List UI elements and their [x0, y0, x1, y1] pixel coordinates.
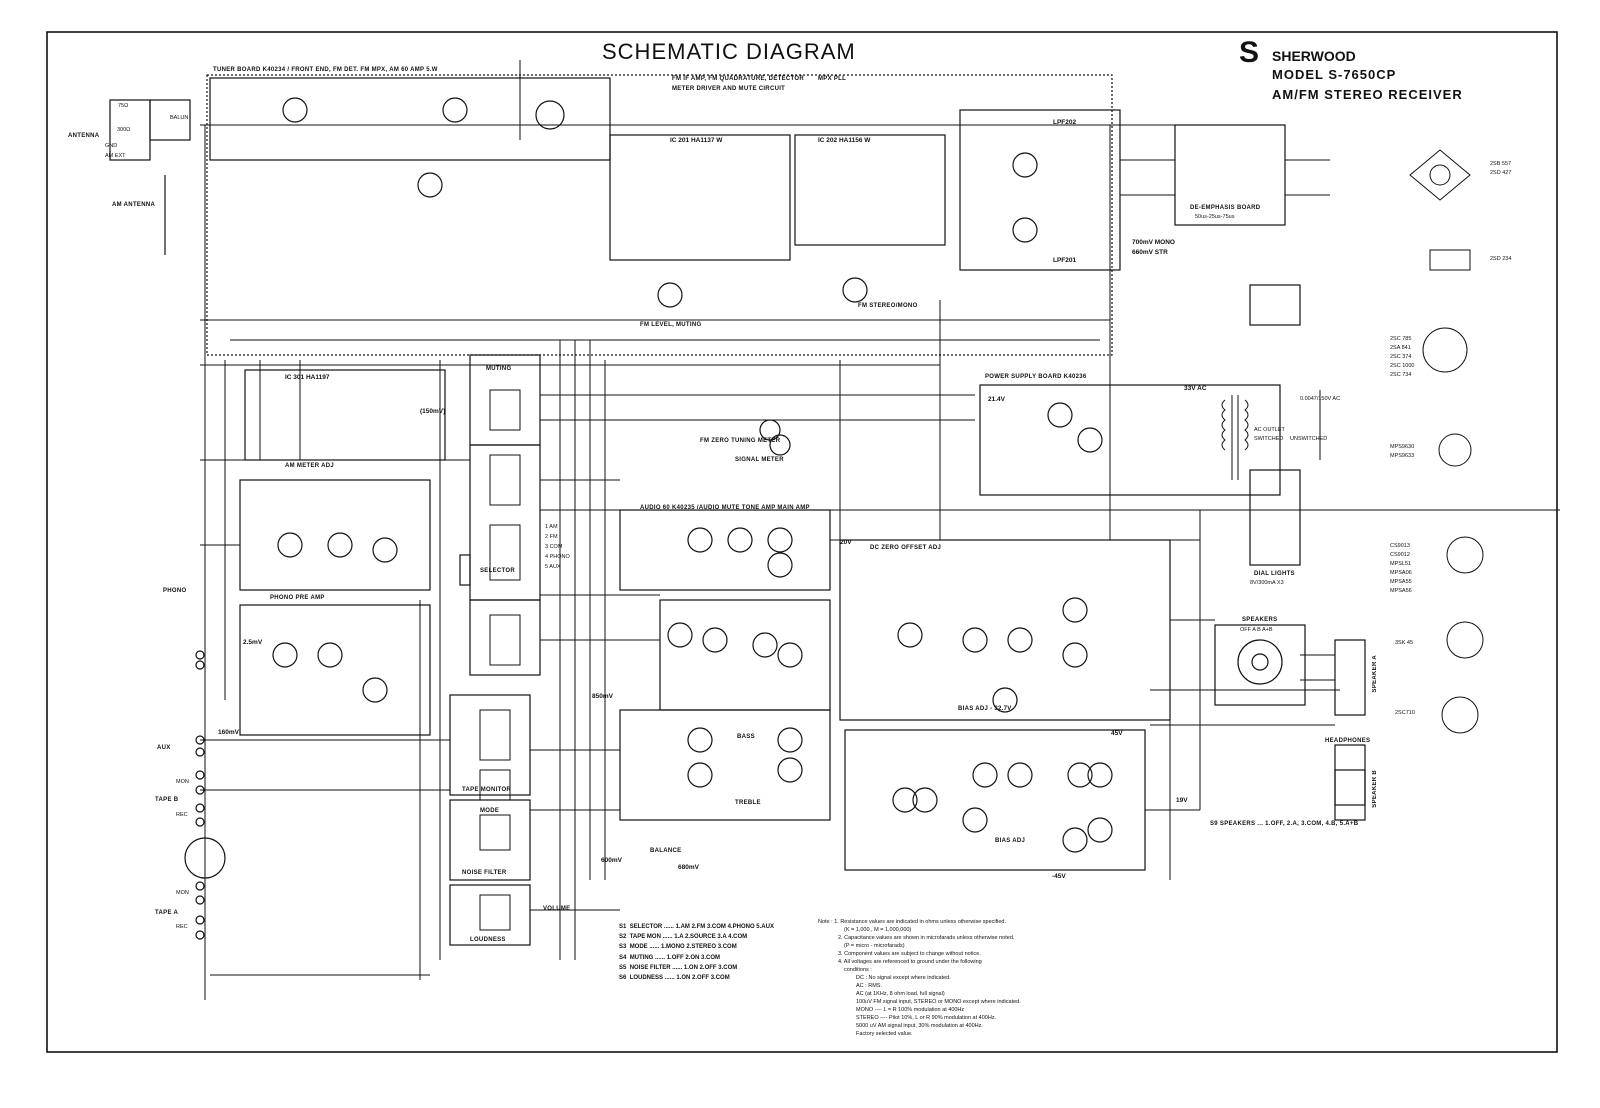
dial-lamp-label: 8V/300mA X3 — [1250, 580, 1284, 586]
tape-a-label: TAPE A — [155, 910, 179, 916]
vn45-label: -45V — [1052, 873, 1066, 880]
speaker-a-label: SPEAKER A — [1372, 655, 1378, 693]
fm-if-label-2: METER DRIVER AND MUTE CIRCUIT — [672, 86, 786, 92]
note-line: AC : RMS. — [856, 982, 882, 989]
selector-pos-2: 2 FM — [545, 534, 558, 540]
fm-zero-label: FM ZERO TUNING METER — [700, 438, 781, 444]
ic301-label: IC 301 HA1197 — [285, 374, 330, 381]
note-line: STEREO ---- Pilot 10%, L or R 90% modulation at 400Hz. — [856, 1014, 997, 1021]
sel-mark — [460, 555, 470, 585]
speaker-b-label: SPEAKER B — [1372, 770, 1378, 808]
dial-lights-label: DIAL LIGHTS — [1254, 571, 1295, 577]
switch-table — [619, 922, 774, 983]
tone-amp-box — [660, 600, 830, 710]
pkg-2sc785: 2SC 785 — [1390, 336, 1412, 342]
v21-label: 21.4V — [988, 396, 1005, 403]
note-line: 100uV FM signal input, STEREO or MONO except where indicated. — [856, 998, 1021, 1005]
pkg-2sd427: 2SD 427 — [1490, 170, 1512, 176]
tuner-board-label: TUNER BOARD K40234 / FRONT END, FM DET. FM MPX, AM 60 AMP 5.W — [213, 67, 438, 73]
tape-monitor-label: TAPE MONITOR — [462, 787, 512, 793]
phono-amp2-box — [240, 605, 430, 735]
headphones-label: HEADPHONES — [1325, 738, 1371, 744]
bias-adj-2-label: BIAS ADJ - 32.7V — [958, 706, 1012, 712]
audio-board-top — [620, 510, 830, 590]
pkg-2sa841: 2SA 841 — [1390, 345, 1411, 351]
v20-label: 20V — [840, 539, 852, 546]
mpx-box — [960, 110, 1120, 270]
mode-label: MODE — [480, 808, 500, 814]
v25-label: 2.5mV — [243, 639, 263, 646]
receiver-type: AM/FM STEREO RECEIVER — [1272, 87, 1463, 102]
note-line: 4. All voltages are referenced to ground under the following — [838, 958, 982, 965]
ac-outlet-label: AC OUTLET — [1254, 427, 1285, 433]
pkg-cs9012: CS9012 — [1390, 552, 1410, 558]
pkg-3sk45: 3SK 45 — [1395, 640, 1414, 646]
note-line: conditions : — [844, 966, 872, 973]
tape-b-rec-label: REC — [176, 812, 188, 818]
ohm75-label: 75Ω — [118, 103, 129, 109]
note-line: 3. Component values are subject to change without notice. — [838, 950, 981, 957]
speaker-switch-wafer — [1238, 640, 1282, 684]
power-transformer — [1222, 395, 1248, 480]
pkg-mps9630: MPS9630 — [1390, 444, 1415, 450]
pkg-2sc1000: 2SC 1000 — [1390, 363, 1415, 369]
am-antenna-label: AM ANTENNA — [112, 202, 156, 208]
v19-label: 19V — [1176, 797, 1188, 804]
v33-label: 33V AC — [1184, 385, 1207, 392]
speaker-a-terminal — [1335, 640, 1365, 715]
pkg-2sc710: 2SC710 — [1395, 710, 1415, 716]
aux-input-label: AUX — [157, 745, 171, 751]
pkg-2sd234: 2SD 234 — [1490, 256, 1512, 262]
speakers-label: SPEAKERS — [1242, 617, 1278, 623]
note-line: 2. Capacitance values are shown in microfarads unless otherwise noted. — [838, 934, 1015, 941]
v700-label: 700mV MONO — [1132, 239, 1175, 246]
loudness-box — [450, 885, 530, 945]
v680-label: 680mV — [678, 864, 699, 871]
de-emphasis-label: DE-EMPHASIS BOARD — [1190, 205, 1261, 211]
fm-tuning-meter — [760, 420, 780, 440]
pkg-mps9633: MPS9633 — [1390, 453, 1415, 459]
note-line: (K = 1,000 , M = 1,000,000) — [844, 926, 912, 933]
phono-preamp-label: PHONO PRE AMP — [270, 595, 325, 601]
unswitched-label: UNSWITCHED — [1290, 436, 1328, 442]
sheet-border — [47, 32, 1557, 1052]
note-line: Factory selected value. — [856, 1030, 913, 1037]
muting-label: MUTING — [486, 366, 512, 372]
ic301-box — [245, 370, 445, 460]
am-meter-label: AM METER ADJ — [285, 463, 335, 469]
tape-a-rec-label: REC — [176, 924, 188, 930]
v850-label: 850mV — [592, 693, 613, 700]
selector-switch-box — [470, 445, 540, 600]
switch-row: S5 NOISE FILTER ...... 1.ON 2.OFF 3.COM — [619, 964, 738, 971]
tape-a-mon-label: MON — [176, 890, 189, 896]
selector-pos-3: 3 COM — [545, 544, 563, 550]
package-outlines — [1410, 150, 1483, 733]
switched-label: SWITCHED — [1254, 436, 1284, 442]
ic202-box — [795, 135, 945, 245]
s9-description: S9 SPEAKERS ... 1.OFF, 2.A, 3.COM, 4.B, 5.A+B — [1210, 821, 1359, 827]
dc-offset-label: DC ZERO OFFSET ADJ — [870, 545, 942, 551]
fm-stereo-label: FM STEREO/MONO — [858, 303, 918, 309]
transistor-symbols — [273, 98, 1112, 852]
power-board-box — [980, 385, 1280, 495]
headphone-terminal — [1335, 745, 1365, 805]
v45-label: 45V — [1111, 730, 1123, 737]
bass-label: BASS — [737, 734, 755, 740]
tape-b-mon-label: MON — [176, 779, 189, 785]
output-stage-box — [845, 730, 1145, 870]
sherwood-logo-icon: S — [1239, 36, 1260, 69]
pkg-mpsa06: MPSA06 — [1390, 570, 1412, 576]
power-board-label: POWER SUPPLY BOARD K40236 — [985, 374, 1087, 380]
volume-label: VOLUME — [543, 906, 571, 912]
switch-contacts — [480, 390, 520, 930]
balun-label: BALUN — [170, 115, 189, 121]
model-number: MODEL S-7650CP — [1272, 67, 1397, 82]
signal-meter-label: SIGNAL METER — [735, 457, 784, 463]
ic201-box — [610, 135, 790, 260]
gnd-label: GND — [105, 143, 118, 149]
pkg-mpsa55: MPSA55 — [1390, 579, 1412, 585]
pkg-mpsa56: MPSA56 — [1390, 588, 1412, 594]
note-line: DC : No signal except where indicated. — [856, 974, 951, 981]
speaker-switch-box — [1215, 625, 1305, 705]
switch-row: S3 MODE ...... 1.MONO 2.STEREO 3.COM — [619, 944, 737, 951]
treble-label: TREBLE — [735, 800, 761, 806]
pkg-2sb557: 2SB 557 — [1490, 161, 1512, 167]
tone-box — [620, 710, 830, 820]
selector-pos-1: 1 AM — [545, 524, 558, 530]
note-line: Note : 1. Resistance values are indicated in ohms unless otherwise specified. — [818, 919, 1007, 925]
v600-label: 600mV — [601, 857, 622, 864]
note-line: 5000 uV AM signal input, 30% modulation at 400Hz. — [856, 1022, 983, 1029]
speaker-b-terminal — [1335, 770, 1365, 820]
note-line: AC (at 1KHz, 8 ohm load, full signal) — [856, 990, 945, 997]
pkg-cs9013: CS9013 — [1390, 543, 1410, 549]
page-title: SCHEMATIC DIAGRAM — [602, 39, 856, 64]
selector-pos-5: 5 AUX — [545, 564, 561, 570]
ac-outlet-box — [1250, 285, 1300, 325]
note-line: (P = micro - microfarads) — [844, 942, 905, 949]
ic201-label: IC 201 HA1137 W — [670, 137, 723, 144]
lpf201-label: LPF201 — [1053, 257, 1077, 264]
balance-label: BALANCE — [650, 848, 682, 854]
ic202-label: IC 202 HA1156 W — [818, 137, 871, 144]
speakers-sub-label: OFF A B A+B — [1240, 627, 1273, 633]
note-line: MONO ---- L = R 100% modulation at 400Hz — [856, 1006, 965, 1013]
phono-input-label: PHONO — [163, 588, 187, 594]
fm-if-label: FM IF AMP, FM QUADRATURE, DETECTOR — [672, 76, 804, 82]
tape-b-label: TAPE B — [155, 797, 179, 803]
sic-switch-box — [470, 600, 540, 675]
front-end-box — [210, 78, 610, 160]
v150-label: (150mV) — [420, 408, 446, 415]
selector-pos-4: 4 PHONO — [545, 554, 570, 560]
pkg-2sc374: 2SC 374 — [1390, 354, 1412, 360]
am-ext-label: AM EXT — [105, 153, 126, 159]
bias-adj-label: BIAS ADJ — [995, 838, 1026, 844]
de-emphasis-values: 50us-25us-75us — [1195, 214, 1235, 220]
loudness-label: LOUDNESS — [470, 937, 506, 943]
pkg-mpsl51: MPSL51 — [1390, 561, 1412, 567]
lpf202-label: LPF202 — [1053, 119, 1077, 126]
noise-filter-label: NOISE FILTER — [462, 870, 507, 876]
brand-name: SHERWOOD — [1272, 48, 1356, 64]
pkg-2sc734: 2SC 734 — [1390, 372, 1412, 378]
input-jacks — [196, 651, 204, 939]
v660-label: 660mV STR — [1132, 249, 1168, 256]
phono-preamp-box — [240, 480, 430, 590]
dial-lights-box — [1250, 470, 1300, 565]
notes-block — [818, 919, 1021, 1039]
switch-row: S4 MUTING ...... 1.OFF 2.ON 3.COM — [619, 954, 721, 961]
switch-row: S6 LOUDNESS ...... 1.ON 2.OFF 3.COM — [619, 974, 730, 981]
antenna-label: ANTENNA — [68, 133, 100, 139]
ac-cap-label: 0.0047/150V AC — [1300, 396, 1341, 402]
tuner-board-outline — [207, 75, 1112, 355]
ohm300-label: 300Ω — [117, 127, 131, 133]
switch-row: S2 TAPE MON ...... 1.A 2.SOURCE 3.A 4.COM — [619, 934, 748, 941]
fm-level-label: FM LEVEL, MUTING — [640, 322, 702, 328]
main-amp-box — [840, 540, 1170, 720]
selector-label: SELECTOR — [480, 568, 515, 574]
v160-label: 160mV — [218, 729, 239, 736]
audio-board-label: AUDIO 60 K40235 /AUDIO MUTE TONE AMP MAIN AMP — [640, 505, 810, 511]
vertical-bus-lines — [205, 60, 1320, 1000]
switch-row: S1 SELECTOR ...... 1.AM 2.FM 3.COM 4.PHONO 5.AUX — [619, 924, 774, 930]
mpx-label: MPX PLL — [818, 76, 847, 82]
